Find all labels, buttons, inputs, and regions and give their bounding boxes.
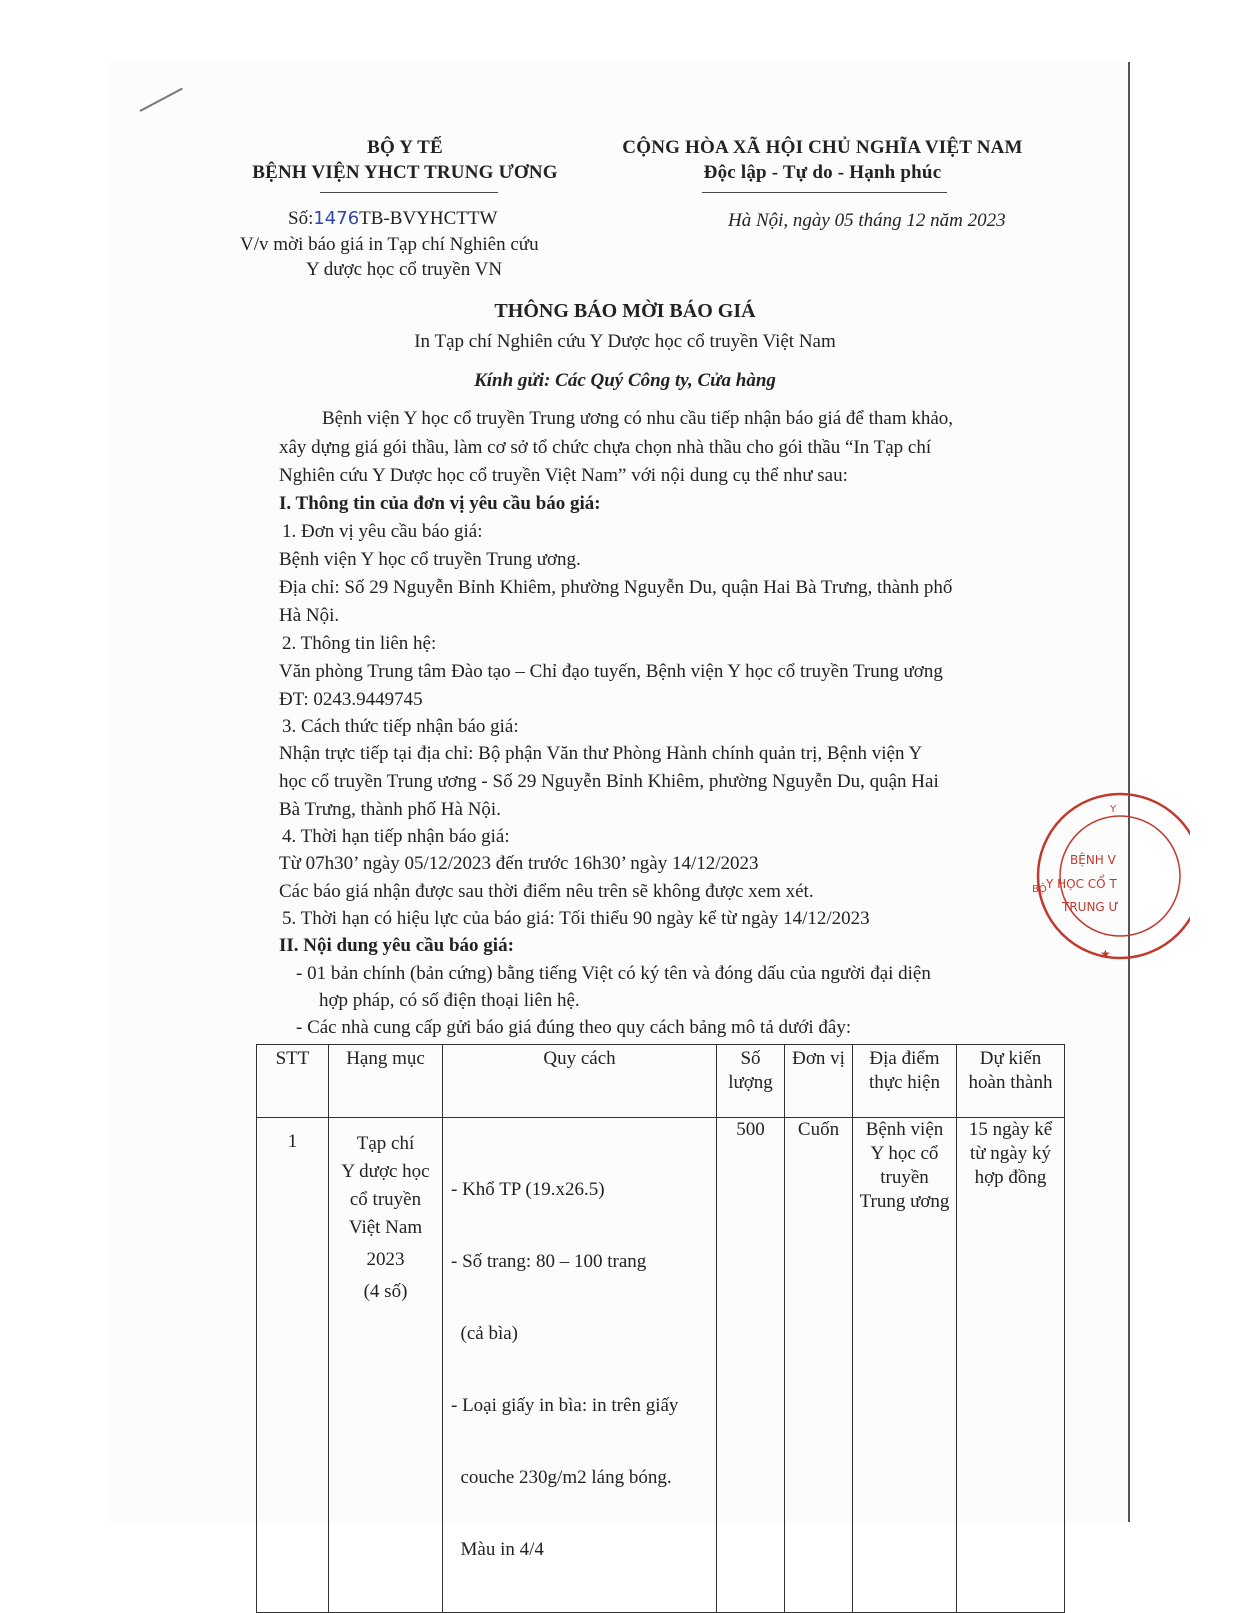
seal-top-text: Y	[1110, 804, 1117, 815]
header-left-rule	[320, 192, 498, 193]
bullet-1-line-2: hợp pháp, có số điện thoại liên hệ.	[319, 990, 580, 1011]
header-location: Địa điểm thực hiện	[853, 1045, 957, 1118]
item-2-title: 2. Thông tin liên hệ:	[282, 633, 437, 654]
seal-line-2: Y HỌC CỔ T	[1046, 877, 1117, 891]
cell-spec	[443, 1118, 717, 1613]
item-3-line: Bà Trưng, thành phố Hà Nội.	[279, 799, 501, 820]
item-1-title: 1. Đơn vị yêu cầu báo giá:	[282, 521, 483, 542]
handwritten-number: 1476	[313, 208, 360, 229]
cell-item	[329, 1118, 443, 1613]
document-number	[288, 208, 497, 230]
item-1-line: Địa chỉ: Số 29 Nguyễn Bỉnh Khiêm, phường Nguyễn Du, quận Hai Bà Trưng, thành phố	[279, 577, 953, 598]
spec-line: - Loại giấy in bìa: in trên giấy	[451, 1395, 679, 1416]
seal-outer-ring	[1038, 794, 1190, 958]
spec-line: (cả bìa)	[451, 1323, 518, 1344]
recipient-line: Kính gửi: Các Quý Công ty, Cửa hàng	[474, 370, 776, 391]
item-1-line: Hà Nội.	[279, 605, 340, 626]
item-4-title: 4. Thời hạn tiếp nhận báo giá:	[282, 826, 510, 847]
item-2-line: ĐT: 0243.9449745	[279, 689, 423, 710]
header-right-rule	[702, 192, 947, 193]
document-date: Hà Nội, ngày 05 tháng 12 năm 2023	[728, 210, 1006, 231]
number-suffix: TB-BVYHCTTW	[359, 208, 498, 229]
intro-line: xây dựng giá gói thầu, làm cơ sở tổ chức chựa chọn nhà thầu cho gói thầu “In Tạp chí	[279, 437, 932, 458]
seal-star: ★	[1100, 947, 1111, 960]
header-item: Hạng mục	[329, 1045, 443, 1118]
item-4-line: Các báo giá nhận được sau thời điểm nêu trên sẽ không được xem xét.	[279, 881, 814, 902]
spec-line: - Số trang: 80 – 100 trang	[451, 1251, 647, 1272]
item-line: Việt Nam	[348, 1217, 423, 1238]
section-2-title: II. Nội dung yêu cầu báo giá:	[279, 935, 514, 956]
intro-line: Bệnh viện Y học cổ truyền Trung ương có nhu cầu tiếp nhận báo giá để tham khảo,	[322, 408, 954, 429]
hospital-seal	[1030, 792, 1190, 960]
item-line: cổ truyền	[349, 1189, 422, 1210]
bullet-2: - Các nhà cung cấp gửi báo giá đúng theo quy cách bảng mô tả dưới đây:	[296, 1017, 852, 1038]
item-line: Y dược học	[341, 1161, 430, 1182]
number-prefix: Số:	[288, 208, 314, 229]
item-3-line: Nhận trực tiếp tại địa chỉ: Bộ phận Văn thư Phòng Hành chính quản trị, Bệnh viện Y	[279, 743, 923, 764]
ministry-name: BỘ Y TẾ	[367, 137, 443, 158]
intro-line: Nghiên cứu Y Dược học cổ truyền Việt Nam” với nội dung cụ thể như sau:	[279, 465, 848, 486]
cell-unit: Cuốn	[785, 1118, 853, 1613]
table-row	[257, 1118, 1065, 1613]
cell-quantity: 500	[717, 1118, 785, 1613]
cell-completion: 15 ngày kể từ ngày ký hợp đồng	[957, 1118, 1065, 1613]
quotation-spec-table	[256, 1044, 1065, 1613]
table-header-row	[257, 1045, 1065, 1118]
item-line: 2023	[366, 1249, 405, 1270]
item-5: 5. Thời hạn có hiệu lực của báo giá: Tối thiểu 90 ngày kể từ ngày 14/12/2023	[282, 908, 870, 929]
item-line: (4 số)	[363, 1281, 408, 1302]
header-spec: Quy cách	[443, 1045, 717, 1118]
header-stt: STT	[257, 1045, 329, 1118]
notice-title: THÔNG BÁO MỜI BÁO GIÁ	[494, 300, 756, 322]
bullet-1-line-1: - 01 bản chính (bản cứng) bằng tiếng Việt có ký tên và đóng dấu của người đại diện	[296, 963, 931, 984]
section-1-title: I. Thông tin của đơn vị yêu cầu báo giá:	[279, 493, 601, 514]
seal-side-text: BỘ	[1032, 884, 1047, 895]
hospital-name: BỆNH VIỆN YHCT TRUNG ƯƠNG	[252, 162, 558, 183]
spec-line: Màu in 4/4	[451, 1539, 544, 1560]
notice-subtitle: In Tạp chí Nghiên cứu Y Dược học cổ truyền Việt Nam	[414, 331, 836, 352]
item-line: Tạp chí	[356, 1133, 415, 1154]
seal-inner-ring	[1060, 816, 1180, 936]
item-1-line: Bệnh viện Y học cổ truyền Trung ương.	[279, 549, 581, 570]
header-completion: Dự kiến hoàn thành	[957, 1045, 1065, 1118]
header-quantity: Số lượng	[717, 1045, 785, 1118]
cell-location: Bệnh viện Y học cổ truyền Trung ương	[853, 1118, 957, 1613]
national-motto: Độc lập - Tự do - Hạnh phúc	[703, 162, 942, 183]
subject-line-1: V/v mời báo giá in Tạp chí Nghiên cứu	[240, 234, 539, 255]
item-2-line: Văn phòng Trung tâm Đào tạo – Chỉ đạo tuyến, Bệnh viện Y học cổ truyền Trung ương	[279, 661, 943, 682]
item-4-line: Từ 07h30’ ngày 05/12/2023 đến trước 16h30’ ngày 14/12/2023	[279, 853, 759, 874]
cell-stt: 1	[257, 1118, 329, 1613]
subject-line-2: Y dược học cổ truyền VN	[306, 259, 503, 280]
seal-line-3: TRUNG Ư	[1062, 900, 1119, 914]
header-unit: Đơn vị	[785, 1045, 853, 1118]
seal-line-1: BỆNH V	[1070, 853, 1116, 867]
spec-line: - Khổ TP (19.x26.5)	[451, 1179, 605, 1200]
spec-line: couche 230g/m2 láng bóng.	[451, 1467, 672, 1488]
item-3-line: học cổ truyền Trung ương - Số 29 Nguyễn Bỉnh Khiêm, phường Nguyễn Du, quận Hai	[279, 771, 939, 792]
country-name: CỘNG HÒA XÃ HỘI CHỦ NGHĨA VIỆT NAM	[622, 137, 1023, 158]
item-3-title: 3. Cách thức tiếp nhận báo giá:	[282, 716, 519, 737]
